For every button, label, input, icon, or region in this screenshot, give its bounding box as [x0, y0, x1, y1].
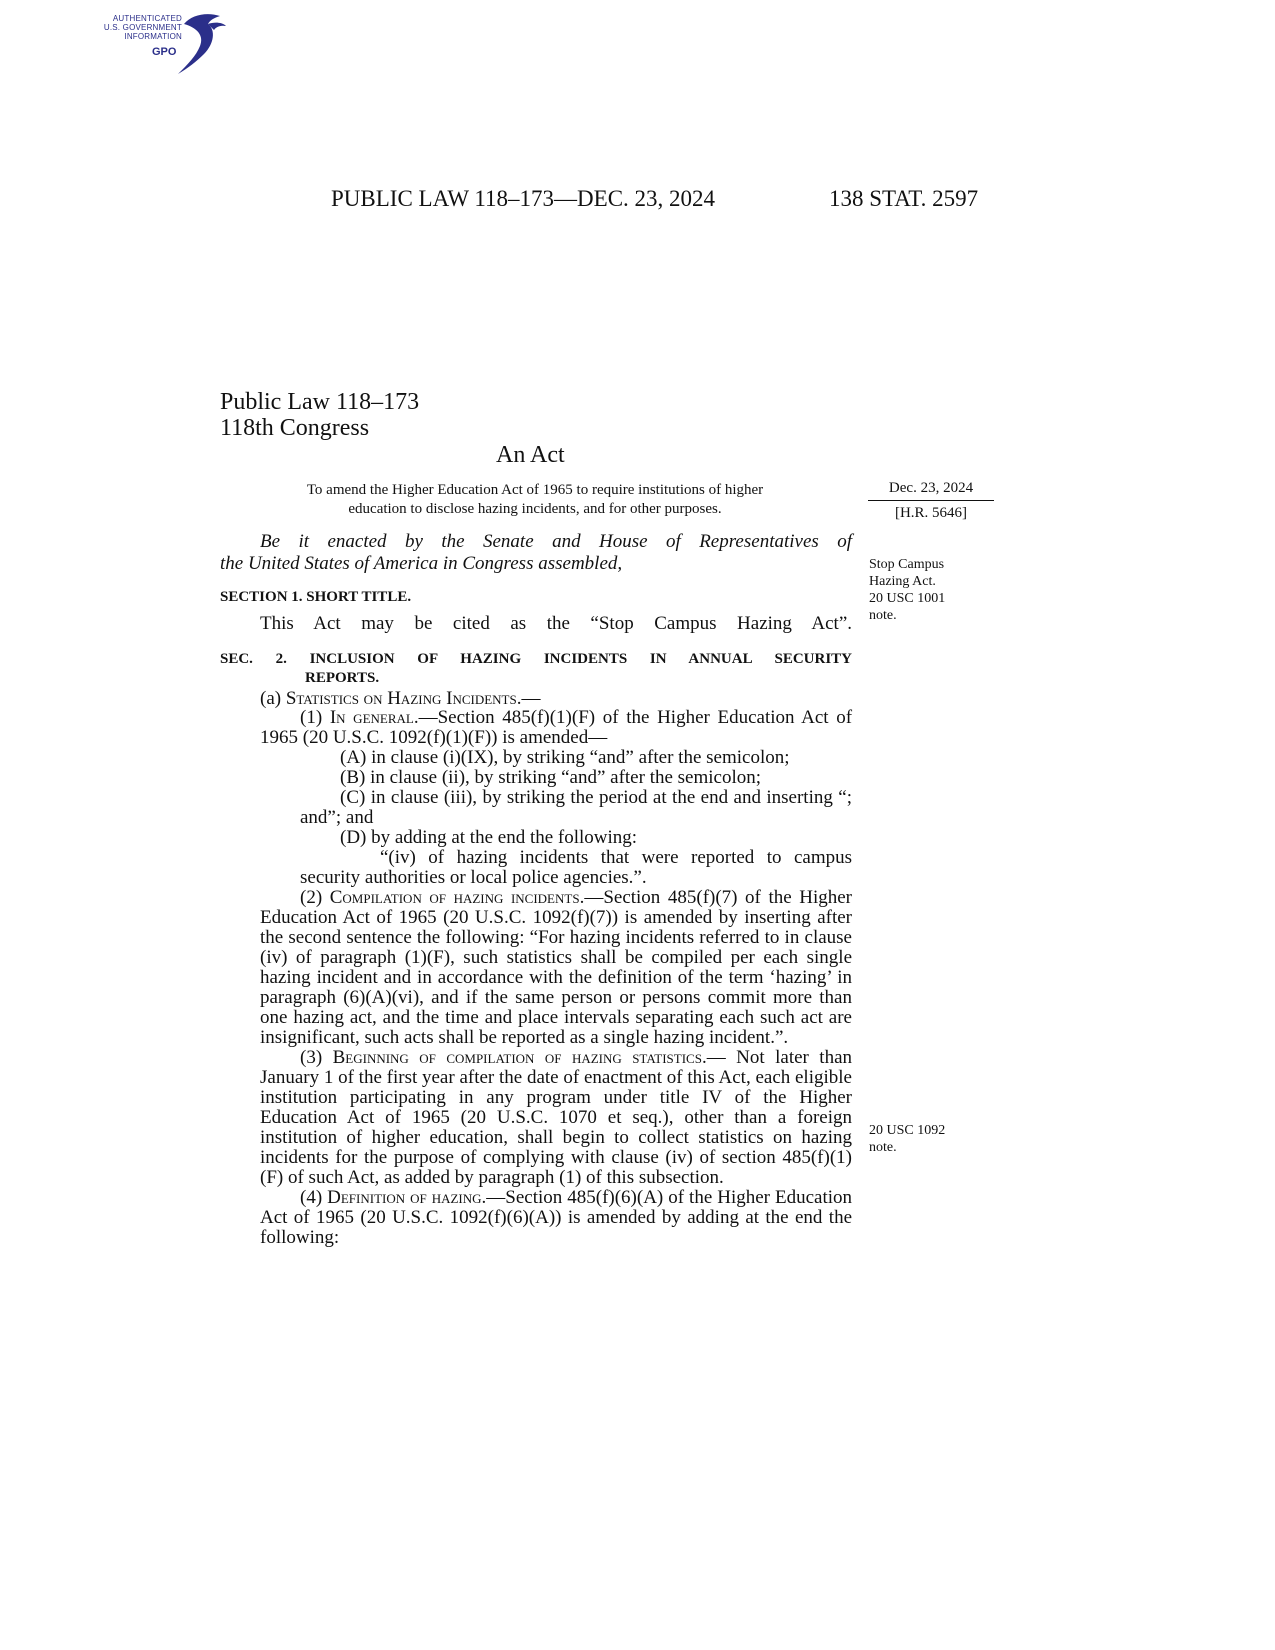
- section-2-body: [260, 708, 852, 1248]
- subsection-a-title: Statistics on Hazing Incidents: [285, 688, 517, 709]
- enacting-line-2: the United States of America in Congress assembled,: [220, 553, 623, 574]
- section-2-heading-line-2: REPORTS.: [305, 670, 380, 686]
- law-number: Public Law 118–173: [220, 389, 420, 415]
- margin-note-1092: [869, 1122, 945, 1156]
- seal-line-authenticated: AUTHENTICATED: [112, 14, 182, 23]
- seal-mark-gpo: GPO: [152, 46, 177, 58]
- paragraph-1-prefix: (1): [300, 707, 330, 728]
- paragraph-1: [260, 708, 852, 748]
- bill-number: [H.R. 5646]: [894, 505, 968, 521]
- subparagraph-B: (B) in clause (ii), by striking “and” after the semicolon;: [340, 767, 762, 788]
- margin-note-line: Hazing Act.: [869, 574, 936, 589]
- paragraph-1-text: .—Section 485(f)(1)(F) of the Higher Education Act of 1965 (20 U.S.C. 1092(f)(1)(F)) is amended—: [260, 707, 853, 748]
- section-1-text: This Act may be cited as the “Stop Campus Hazing Act”.: [260, 613, 852, 634]
- paragraph-4-heading: Definition of hazing: [327, 1187, 482, 1208]
- subparagraph-D: (D) by adding at the end the following:: [340, 827, 638, 848]
- gpo-seal: [92, 10, 232, 76]
- enactment-date-box: [868, 480, 994, 522]
- margin-note-line: 20 USC 1001: [869, 591, 946, 606]
- act-purpose: [220, 481, 850, 519]
- eagle-icon: [170, 10, 230, 78]
- margin-note-line: note.: [869, 608, 897, 623]
- margin-note-short-title: [869, 556, 945, 624]
- section-2-heading-line-1: SEC. 2. INCLUSION OF HAZING INCIDENTS IN ANNUAL SECURITY: [220, 651, 852, 667]
- enactment-date: Dec. 23, 2024: [888, 480, 974, 496]
- running-head-law: PUBLIC LAW 118–173—DEC. 23, 2024: [331, 186, 716, 211]
- subsection-a-dash: .—: [516, 688, 541, 709]
- enacting-line-1: Be it enacted by the Senate and House of Representatives of: [260, 531, 852, 552]
- paragraph-3-heading: Beginning of compilation of hazing statistics: [332, 1047, 702, 1068]
- subsection-a-prefix: (a): [260, 688, 286, 709]
- paragraph-4-text: .—Section 485(f)(6)(A) of the Higher Education Act of 1965 (20 U.S.C. 1092(f)(6)(A)) is amended by adding at the end the following:: [260, 1187, 852, 1248]
- section-1-heading: SECTION 1. SHORT TITLE.: [220, 589, 412, 605]
- margin-note-line: Stop Campus: [869, 557, 945, 572]
- paragraph-2: [260, 888, 852, 1048]
- congress-number: 118th Congress: [220, 415, 370, 441]
- paragraph-2-text: .—Section 485(f)(7) of the Higher Education Act of 1965 (20 U.S.C. 1092(f)(7)) is amended by inserting after the second sentence the following: “For hazing incidents referred to in clause (iv) of paragraph (1)(F), such statistics shall be compiled per each single hazing incident and in accordance with the definition of the term ‘hazing’ in paragraph (6)(A)(vi), and if the same person or persons commit more than one hazing act, and the time and place intervals separating each such act are insignificant, such acts shall be reported as a single hazing incident.”.: [260, 887, 852, 1048]
- date-divider: [868, 500, 994, 501]
- paragraph-4: [260, 1188, 852, 1248]
- purpose-line-1: To amend the Higher Education Act of 1965 to require institutions of higher: [306, 482, 764, 498]
- enacting-clause: [220, 531, 852, 575]
- seal-line-information: INFORMATION: [124, 32, 182, 41]
- paragraph-2-prefix: (2): [300, 887, 330, 908]
- subparagraph-C: (C) in clause (iii), by striking the period at the end and inserting “; and”; and: [300, 787, 852, 828]
- paragraph-3: [260, 1048, 852, 1188]
- paragraph-4-prefix: (4): [300, 1187, 328, 1208]
- seal-line-government: U.S. GOVERNMENT: [103, 23, 182, 32]
- act-title: An Act: [496, 442, 565, 468]
- quoted-clause-iv: “(iv) of hazing incidents that were reported to campus security authorities or local police agencies.”.: [300, 847, 852, 888]
- paragraph-1-heading: In general: [329, 707, 414, 728]
- paragraph-3-prefix: (3): [300, 1047, 333, 1068]
- paragraph-3-text: .— Not later than January 1 of the first year after the date of enactment of this Act, each eligible institution participating in any program under title IV of the Higher Education Act of 1965 (20 U.S.C. 1070 et seq.), other than a foreign institution of higher education, shall begin to collect statistics on hazing incidents for the purpose of complying with clause (iv) of section 485(f)(1)(F) of such Act, as added by paragraph (1) of this subsection.: [260, 1047, 853, 1188]
- margin-note-line: 20 USC 1092: [869, 1123, 946, 1138]
- running-head-stat-page: 138 STAT. 2597: [829, 186, 979, 211]
- paragraph-2-heading: Compilation of hazing incidents: [329, 887, 580, 908]
- margin-note-line: note.: [869, 1140, 897, 1155]
- subparagraph-A: (A) in clause (i)(IX), by striking “and” after the semicolon;: [340, 747, 790, 768]
- purpose-line-2: education to disclose hazing incidents, and for other purposes.: [348, 501, 722, 517]
